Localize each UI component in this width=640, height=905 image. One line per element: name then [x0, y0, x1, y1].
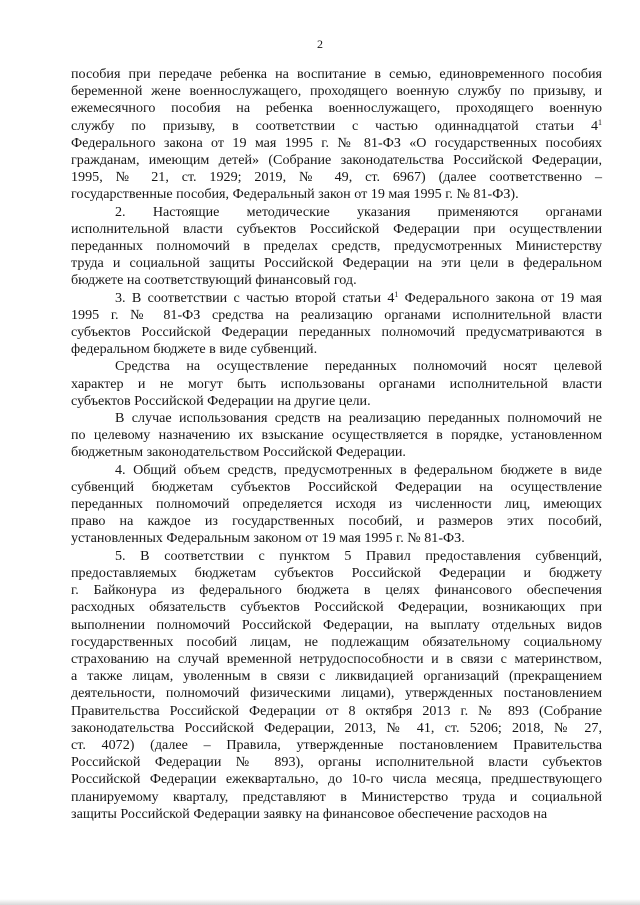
text-line: г. Байконура из федерального бюджета в целях финансового обеспечения — [71, 582, 602, 599]
text-line: бюджете на соответствующий финансовый год. — [71, 272, 357, 289]
text-line: ежемесячного пособия на ребенка военнослужащего, проходящего военную — [71, 100, 602, 117]
text-line: по целевому назначению их взыскание осуществляется в порядке, установленном — [71, 427, 602, 444]
text-line: расходных обязательств субъектов Российской Федерации, возникающих при — [71, 599, 602, 616]
text-line: труда и социальной защиты Российской Федерации на эти цели в федеральном — [71, 255, 602, 272]
document-body — [71, 66, 602, 823]
superscript-marker: 1 — [394, 289, 399, 299]
text-line: Российской Федерации ежеквартально, до 10-го числа месяца, предшествующего — [71, 771, 602, 788]
text-line: защиты Российской Федерации заявку на финансовое обеспечение расходов на — [71, 805, 548, 822]
text-line: В случае использования средств на реализацию переданных полномочий не — [115, 410, 602, 427]
text-line: 3. В соответствии с частью второй статьи $4^1$ Федерального закона от 19 мая — [115, 289, 602, 306]
text-line: страхованию на случай временной нетрудоспособности и в связи с материнством, — [71, 650, 602, 667]
text-line: выполнении полномочий Российской Федерации, на выплату отдельных видов — [71, 616, 602, 633]
text-line: бюджетным законодательством Российской Федерации. — [71, 444, 406, 461]
text-line: переданных полномочий в пределах средств, предусмотренных Министерству — [71, 238, 602, 255]
text-line: 2. Настоящие методические указания применяются органами — [115, 203, 602, 220]
text-line: 1995, № 21, ст. 1929; 2019, № 49, ст. 6967) (далее соответственно – — [71, 169, 602, 186]
page-number: 2 — [317, 37, 323, 51]
text-line: государственные пособия, Федеральный закон от 19 мая 1995 г. № 81-ФЗ). — [71, 186, 519, 203]
text-line: ст. 4072) (далее – Правила, утвержденные постановлением Правительства — [71, 736, 602, 753]
text-line: Российской Федерации № 893), органы исполнительной власти субъектов — [71, 754, 602, 771]
text-line: переданных полномочий определяется исходя из численности лиц, имеющих — [71, 496, 602, 513]
text-line: пособия при передаче ребенка на воспитание в семью, единовременного пособия — [71, 66, 602, 82]
text-line: гражданам, имеющим детей» (Собрание законодательства Российской Федерации, — [71, 152, 602, 169]
text-line: право на каждое из государственных пособий, и размеров этих пособий, — [71, 513, 602, 530]
page-bottom-edge — [0, 899, 640, 905]
text-line: предоставляемых бюджетам субъектов Российской Федерации и бюджету — [71, 564, 602, 581]
text-line: законодательства Российской Федерации, 2013, № 41, ст. 5206; 2018, № 27, — [71, 719, 602, 736]
text-line: Правительства Российской Федерации от 8 октября 2013 г. № 893 (Собрание — [71, 702, 602, 719]
text-line: планируемому кварталу, представляют в Министерство труда и социальной — [71, 788, 602, 805]
text-line: субъектов Российской Федерации на другие цели. — [71, 392, 371, 409]
text-line: Средства на осуществление переданных полномочий носят целевой — [115, 358, 602, 375]
paragraph — [71, 462, 602, 548]
paragraph — [71, 204, 602, 290]
text-line: исполнительной власти субъектов Российской Федерации при осуществлении — [71, 220, 602, 237]
paragraph — [71, 410, 602, 462]
text-line: 5. В соответствии с пунктом 5 Правил предоставления субвенций, — [115, 547, 602, 564]
paragraph — [71, 66, 602, 204]
paragraph — [71, 290, 602, 359]
text-line: субъектов Российской Федерации переданных полномочий предусматриваются в — [71, 324, 602, 341]
text-line: государственных пособий лицам, не подлежащим обязательному социальному — [71, 633, 602, 650]
text-line: 4. Общий объем средств, предусмотренных в федеральном бюджете в виде — [115, 461, 602, 478]
text-line: характер и не могут быть использованы органами исполнительной власти — [71, 375, 602, 392]
paragraph — [71, 548, 602, 823]
text-line: 1995 г. № 81-ФЗ средства на реализацию органами исполнительной власти — [71, 306, 602, 323]
text-line: субвенций бюджетам субъектов Российской Федерации на осуществление — [71, 478, 602, 495]
text-line: службу по призыву, в соответствии с частью одиннадцатой статьи $4^1$ — [71, 117, 602, 134]
text-line: установленных Федеральным законом от 19 мая 1995 г. № 81-ФЗ. — [71, 530, 465, 547]
text-line: а также лицам, уволенным в связи с ликвидацией организаций (прекращением — [71, 668, 602, 685]
text-line: Федерального закона от 19 мая 1995 г. № 81-ФЗ «О государственных пособиях — [71, 134, 602, 151]
text-line: деятельности, полномочий физическими лицами), утвержденных постановлением — [71, 685, 602, 702]
text-line: беременной жене военнослужащего, проходящего военную службу по призыву, и — [71, 83, 602, 100]
text-line: федеральном бюджете в виде субвенций. — [71, 341, 318, 358]
superscript-marker: 1 — [598, 117, 602, 127]
paragraph — [71, 358, 602, 410]
